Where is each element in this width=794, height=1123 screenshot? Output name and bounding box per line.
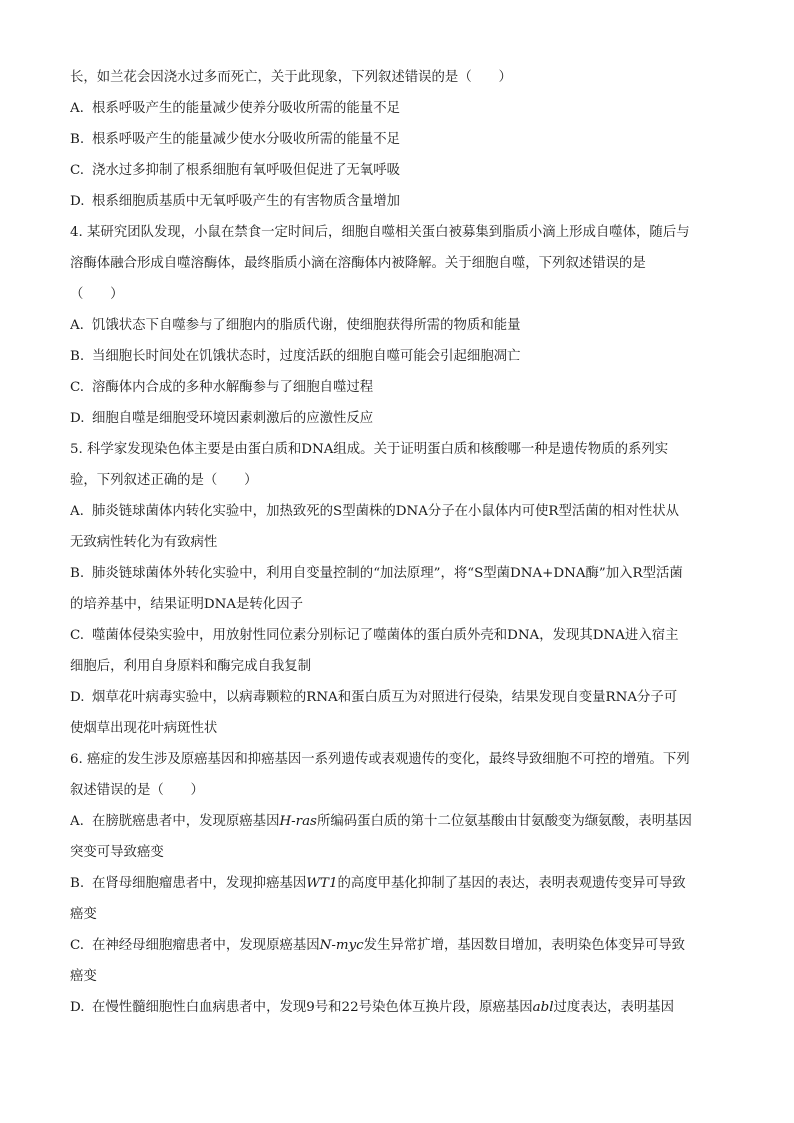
option-text: 烟草花叶病毒实验中，以病毒颗粒的RNA和蛋白质互为对照进行侵染，结果发现自变量RNA分子可 <box>92 690 678 705</box>
line-text: 6. 癌症的发生涉及原癌基因和抑癌基因一系列遗传或表观遗传的变化，最终导致细胞不可控的增殖。下列 <box>70 752 690 767</box>
option-text-pre: 在膀胱癌患者中，发现原癌基因 <box>92 814 280 829</box>
q4-stem-line3 <box>70 279 732 310</box>
option-text: 肺炎链球菌体外转化实验中，利用自变量控制的“加法原理”，将“S型菌DNA+DNA酶”加入R型活菌 <box>92 566 683 581</box>
option-label: D. <box>70 1000 85 1015</box>
option-text-post: 发生异常扩增，基因数目增加，表明染色体变异可导致 <box>363 938 686 953</box>
q5-option-c-cont <box>70 651 732 682</box>
q3-option-a <box>70 93 732 124</box>
option-text: 根系细胞质基质中无氧呼吸产生的有害物质含量增加 <box>92 194 400 209</box>
line-text: 细胞后，利用自身原料和酶完成自我复制 <box>70 659 312 674</box>
gene-name: H-ras <box>279 814 317 829</box>
q4-stem-line2 <box>70 248 732 279</box>
option-label: B. <box>70 132 85 147</box>
q5-option-d <box>70 682 732 713</box>
q6-stem-line1 <box>70 744 732 775</box>
option-text-post: 的高度甲基化抑制了基因的表达，表明表观遗传变异可导致 <box>337 876 686 891</box>
q5-option-b-cont <box>70 589 732 620</box>
option-text-pre: 在肾母细胞瘤患者中，发现抑癌基因 <box>92 876 307 891</box>
line-text: 使烟草出现花叶病斑性状 <box>70 721 218 736</box>
option-label: C. <box>70 938 85 953</box>
option-text: 浇水过多抑制了根系细胞有氧呼吸但促进了无氧呼吸 <box>92 163 400 178</box>
q5-stem-line2 <box>70 465 732 496</box>
option-label: A. <box>70 318 84 333</box>
q3-option-b <box>70 124 732 155</box>
q5-option-b <box>70 558 732 589</box>
option-text: 溶酶体内合成的多种水解酶参与了细胞自噬过程 <box>92 380 374 395</box>
option-label: A. <box>70 814 84 829</box>
q6-option-a <box>70 806 732 837</box>
option-label: D. <box>70 411 85 426</box>
q6-option-a-cont <box>70 837 732 868</box>
option-label: B. <box>70 566 85 581</box>
option-text-pre: 在慢性髓细胞性白血病患者中，发现9号和22号染色体互换片段，原癌基因 <box>92 1000 533 1015</box>
option-text: 饥饿状态下自噬参与了细胞内的脂质代谢，使细胞获得所需的物质和能量 <box>92 318 521 333</box>
q6-option-b <box>70 868 732 899</box>
gene-name: N-myc <box>319 938 364 953</box>
q5-option-d-cont <box>70 713 732 744</box>
q5-option-a <box>70 496 732 527</box>
q4-option-a <box>70 310 732 341</box>
option-text: 当细胞长时间处在饥饿状态时，过度活跃的细胞自噬可能会引起细胞凋亡 <box>92 349 521 364</box>
option-label: A. <box>70 101 84 116</box>
q3-stem-continuation <box>70 62 732 93</box>
option-label: D. <box>70 690 85 705</box>
option-label: B. <box>70 876 85 891</box>
option-label: A. <box>70 504 84 519</box>
gene-name: WT1 <box>306 876 338 891</box>
q6-stem-line2 <box>70 775 732 806</box>
option-text-post: 过度表达，表明基因 <box>553 1000 675 1015</box>
line-text: 长，如兰花会因浇水过多而死亡，关于此现象，下列叙述错误的是（ ） <box>70 70 512 85</box>
line-text: 癌变 <box>70 907 97 922</box>
option-label: C. <box>70 163 85 178</box>
q6-option-c-cont <box>70 961 732 992</box>
q6-option-d <box>70 992 732 1023</box>
option-text: 细胞自噬是细胞受环境因素刺激后的应激性反应 <box>92 411 374 426</box>
q4-option-d <box>70 403 732 434</box>
q5-stem-line1 <box>70 434 732 465</box>
q4-stem-line1 <box>70 217 732 248</box>
exam-page <box>70 62 732 1023</box>
gene-name: abl <box>532 1000 554 1015</box>
q5-option-c <box>70 620 732 651</box>
q4-option-c <box>70 372 732 403</box>
line-text: 癌变 <box>70 969 97 984</box>
option-label: D. <box>70 194 85 209</box>
option-label: C. <box>70 628 85 643</box>
line-text: 的培养基中，结果证明DNA是转化因子 <box>70 597 303 612</box>
q6-option-c <box>70 930 732 961</box>
q3-option-d <box>70 186 732 217</box>
option-text-pre: 在神经母细胞瘤患者中，发现原癌基因 <box>92 938 320 953</box>
q6-option-b-cont <box>70 899 732 930</box>
line-text: 溶酶体融合形成自噬溶酶体，最终脂质小滴在溶酶体内被降解。关于细胞自噬，下列叙述错误的是 <box>70 256 646 271</box>
line-text: 突变可导致癌变 <box>70 845 164 860</box>
line-text: （ ） <box>70 287 124 302</box>
line-text: 无致病性转化为有致病性 <box>70 535 218 550</box>
option-text: 噬菌体侵染实验中，用放射性同位素分别标记了噬菌体的蛋白质外壳和DNA，发现其DNA进入宿主 <box>92 628 679 643</box>
line-text: 5. 科学家发现染色体主要是由蛋白质和DNA组成。关于证明蛋白质和核酸哪一种是遗传物质的系列实 <box>70 442 669 457</box>
q5-option-a-cont <box>70 527 732 558</box>
q4-option-b <box>70 341 732 372</box>
option-text: 肺炎链球菌体内转化实验中，加热致死的S型菌株的DNA分子在小鼠体内可使R型活菌的相对性状从 <box>92 504 680 519</box>
option-text-post: 所编码蛋白质的第十二位氨基酸由甘氨酸变为缬氨酸，表明基因 <box>316 814 692 829</box>
option-text: 根系呼吸产生的能量减少使养分吸收所需的能量不足 <box>92 101 400 116</box>
line-text: 4. 某研究团队发现，小鼠在禁食一定时间后，细胞自噬相关蛋白被募集到脂质小滴上形成自噬体，随后与 <box>70 225 690 240</box>
line-text: 验，下列叙述正确的是（ ） <box>70 473 258 488</box>
q3-option-c <box>70 155 732 186</box>
option-label: B. <box>70 349 85 364</box>
line-text: 叙述错误的是（ ） <box>70 783 204 798</box>
option-label: C. <box>70 380 85 395</box>
option-text: 根系呼吸产生的能量减少使水分吸收所需的能量不足 <box>92 132 400 147</box>
